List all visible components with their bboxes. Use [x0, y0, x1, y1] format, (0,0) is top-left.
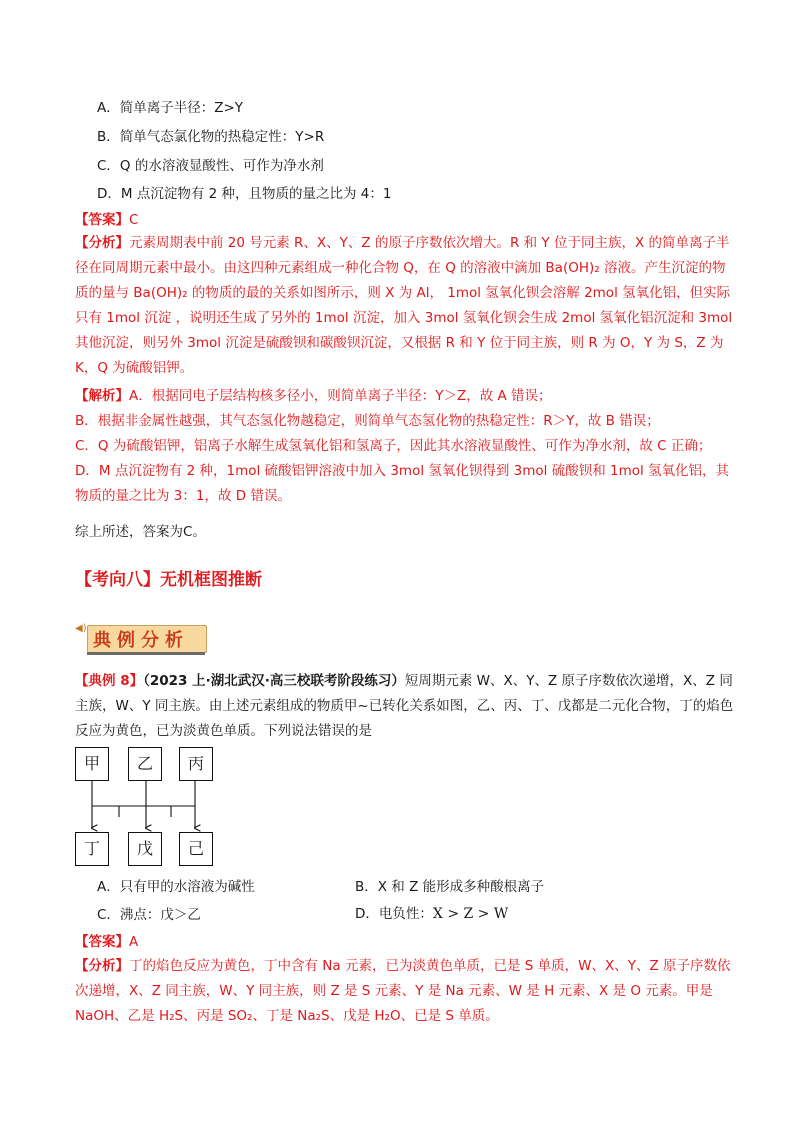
summary: 综上所述，答案为C。	[75, 524, 206, 540]
conversion-diagram	[75, 747, 245, 867]
option-b: B．简单气态氯化物的热稳定性：Y>R	[97, 129, 325, 145]
explain-label: 【解析】	[75, 388, 129, 404]
ex8-option-b: B．X 和 Z 能形成多种酸根离子	[355, 879, 545, 895]
example8-source: （2023 上·湖北武汉·高三校联考阶段练习）	[143, 673, 405, 689]
option-c: C．Q 的水溶液显酸性、可作为净水剂	[97, 158, 324, 174]
explain-line-d: D．M 点沉淀物有 2 种，1mol 硫酸铝钾溶液中加入 3mol 氢氧化钡得到 3mol 硫酸钡和 1mol 氢氧化铝，其物质的量之比为 3：1，故 D 错误。	[75, 463, 730, 504]
answer-value: C	[129, 212, 139, 228]
box-ding: 丁	[75, 832, 109, 866]
explain-line-c: C．Q 为硫酸铝钾，铝离子水解生成氢氧化铝和氢离子，因此其水溶液显酸性、可作为净水剂，故 C 正确；	[75, 438, 712, 454]
box-bing: 丙	[179, 747, 213, 781]
option-d: D．M 点沉淀物有 2 种，且物质的量之比为 4：1	[97, 186, 392, 202]
banner-text: 典例分析	[93, 630, 189, 651]
ex8-answer-line	[75, 930, 138, 950]
ex8-option-c: C．沸点：戊＞乙	[97, 907, 201, 923]
box-wu: 戊	[128, 832, 162, 866]
ex8-analysis-text: 丁的焰色反应为黄色，丁中含有 Na 元素，已为淡黄色单质，已是 S 单质，W、X、Y、Z 原子序数依次递增，X、Z 同主族，W、Y 同主族，则 Z 是 S 元素、Y 是 Na 元素、W 是 H 元素、X 是 O 元素。甲是 NaOH、乙是 H₂S、丙是 SO₂、丁是 Na₂S、戊是 H₂O、已是 S 单质。	[75, 958, 731, 1024]
ex8-answer-value: A	[129, 934, 139, 950]
ex8-analysis-label: 【分析】	[75, 958, 129, 974]
ex8-option-d-expr: X > Z > W	[432, 906, 509, 922]
ex8-option-a: A．只有甲的水溶液为碱性	[97, 879, 255, 895]
answer-line	[75, 208, 138, 228]
ex8-option-d-prefix: D．电负性：	[355, 906, 433, 922]
ex8-analysis-block	[75, 954, 735, 1029]
box-yi: 乙	[128, 747, 162, 781]
analysis-label: 【分析】	[75, 235, 129, 251]
option-a: A．简单离子半径：Z>Y	[97, 100, 244, 116]
analysis-text: 元素周期表中前 20 号元素 R、X、Y、Z 的原子序数依次增大。R 和 Y 位于同主族，X 的简单离子半径在同周期元素中最小。由这四种元素组成一种化合物 Q，在 Q 的溶液中滴加 Ba(OH)₂ 溶液。产生沉淀的物质的量与 Ba(OH)₂ 的物质的最的关系如图所示，则 X 为 Al， 1mol 氢氧化钡会溶解 2mol 氢氧化铝，但实际只有 1mol 沉淀 ，说明还生成了另外的 1mol 沉淀，加入 3mol 氢氧化钡会生成 2mol 氢氧化铝沉淀和 3mol 其他沉淀，则另外 3mol 沉淀是硫酸钡和碳酸钡沉淀，又根据 R 和 Y 位于同主族，则 R 为 O，Y 为 S，Z 为 K，Q 为硫酸铝钾。	[75, 235, 733, 376]
explain-line-b: B．根据非金属性越强，其气态氢化物越稳定，则简单气态氢化物的热稳定性：R＞Y，故 B 错误；	[75, 413, 660, 429]
analysis-block	[75, 231, 735, 381]
ex8-answer-label: 【答案】	[75, 934, 129, 950]
speaker-icon: ◀)	[75, 623, 87, 634]
example8-stem-text: 短周期元素 W、X、Y、Z 原子序数依次递增，X、Z 同主族，W、Y 同主族。由上述元素组成的物质甲~已转化关系如图，乙、丙、丁、戊都是二元化合物，丁的焰色反应为黄色，已为淡黄色单质。下列说法错误的是	[75, 673, 734, 739]
box-jia: 甲	[75, 747, 109, 781]
ex8-option-d	[355, 902, 508, 922]
section-title: 【考向八】无机框图推断	[75, 570, 262, 590]
explain-block	[75, 384, 735, 509]
example8-stem	[75, 669, 735, 744]
banner-underline	[87, 652, 205, 655]
answer-label: 【答案】	[75, 212, 129, 228]
explain-line-a: A．根据同电子层结构核多径小，则简单离子半径：Y＞Z，故 A 错误；	[129, 388, 552, 404]
example8-label: 【典例 8】	[75, 673, 144, 689]
example-banner	[75, 617, 210, 657]
box-ji: 己	[179, 832, 213, 866]
